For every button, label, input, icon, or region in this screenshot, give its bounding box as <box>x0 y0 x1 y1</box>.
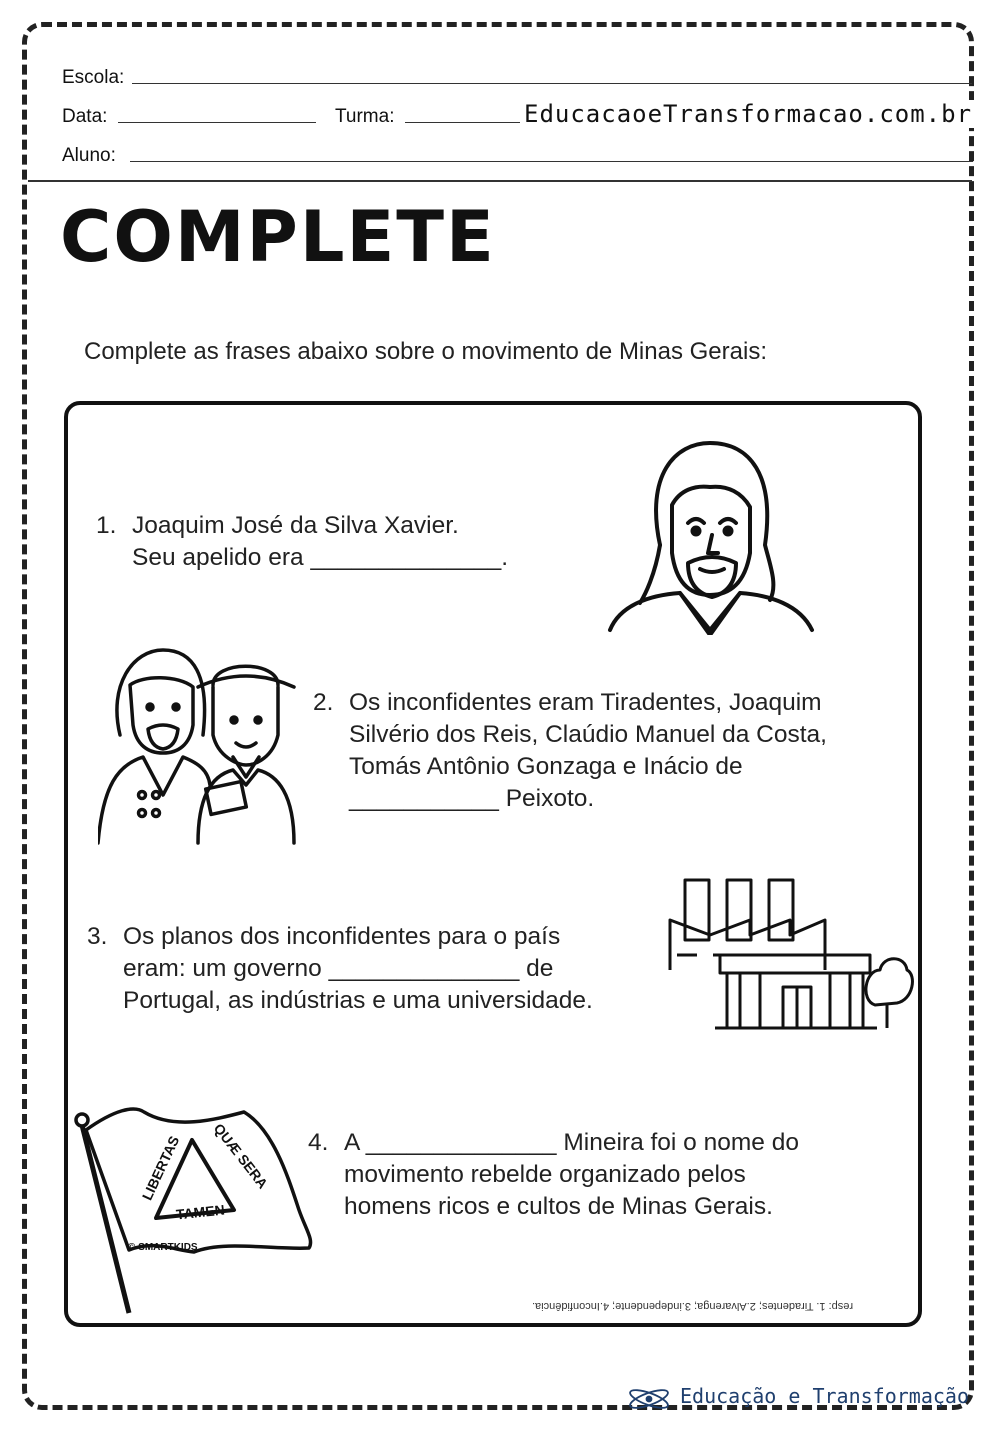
question-1 <box>96 510 509 574</box>
aluno-label: Aluno: <box>62 145 116 166</box>
question-line: movimento rebelde organizado pelos <box>344 1161 746 1188</box>
instruction-text: Complete as frases abaixo sobre o movimento de Minas Gerais: <box>84 338 767 365</box>
question-2 <box>313 687 827 815</box>
question-line: Portugal, as indústrias e uma universidade. <box>123 987 593 1014</box>
question-line: Joaquim José da Silva Xavier. <box>132 512 459 539</box>
factory-illustration <box>665 875 915 1035</box>
flag-credit: © SMARTKIDS <box>128 1242 198 1253</box>
question-4 <box>308 1127 799 1223</box>
question-line: Seu apelido era ______________. <box>132 544 509 571</box>
question-number: 1. <box>96 512 117 539</box>
aluno-field[interactable] <box>130 161 973 162</box>
flag-word-left: LIBERTAS <box>138 1133 183 1203</box>
question-line: ___________ Peixoto. <box>349 785 595 812</box>
data-field[interactable] <box>118 122 316 123</box>
question-number: 2. <box>313 689 334 716</box>
header-divider <box>28 180 972 182</box>
tiradentes-illustration <box>600 435 820 635</box>
footer-brand: Educação e Transformação <box>680 1384 969 1408</box>
website-text: EducacaoeTransformacao.com.br <box>520 100 976 128</box>
page-title: COMPLETE <box>60 196 496 278</box>
question-line: Os planos dos inconfidentes para o país <box>123 923 561 950</box>
atom-logo-icon <box>627 1384 671 1414</box>
turma-label: Turma: <box>335 106 395 127</box>
answer-key: resp: 1. Tiradentes; 2.Alvarenga; 3.independente; 4.Inconfidência. <box>532 1300 854 1312</box>
question-line: Silvério dos Reis, Claúdio Manuel da Costa, <box>349 721 827 748</box>
question-number: 3. <box>87 923 108 950</box>
question-line: eram: um governo ______________ de <box>123 955 554 982</box>
question-line: A ______________ Mineira foi o nome do <box>344 1129 799 1156</box>
data-label: Data: <box>62 106 108 127</box>
question-line: Tomás Antônio Gonzaga e Inácio de <box>349 753 743 780</box>
flag-word-right: QUÆ SERA <box>210 1120 272 1192</box>
question-number: 4. <box>308 1129 329 1156</box>
inconfidentes-illustration <box>98 645 298 845</box>
escola-field[interactable] <box>132 83 972 84</box>
question-3 <box>87 921 593 1017</box>
escola-label: Escola: <box>62 67 125 88</box>
question-line: Os inconfidentes eram Tiradentes, Joaquim <box>349 689 822 716</box>
flag-word-bottom: TAMEN <box>175 1201 226 1223</box>
question-line: homens ricos e cultos de Minas Gerais. <box>344 1193 773 1220</box>
